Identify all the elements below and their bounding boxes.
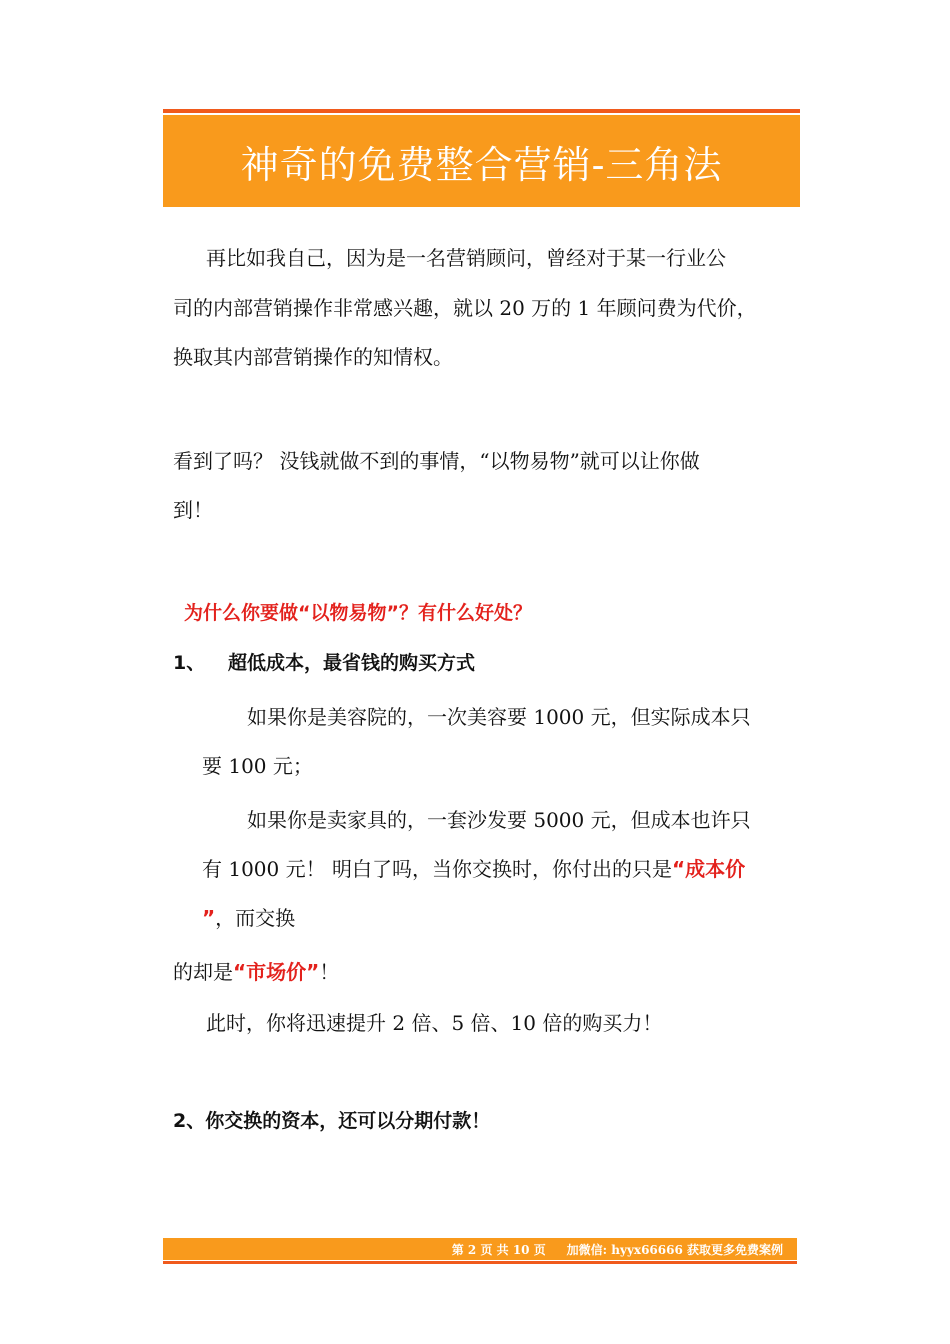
cost-price-highlight: “成本价 bbox=[671, 857, 746, 881]
footer-page-num: 2 bbox=[467, 1242, 477, 1257]
header-top-line bbox=[163, 109, 800, 113]
footer-bar bbox=[163, 1238, 797, 1260]
item1-line1: 如果你是美容院的，一次美容要 1000 元，但实际成本只 bbox=[247, 705, 751, 729]
item1-line6 bbox=[173, 960, 339, 984]
footer-promo: 加微信: hyyx66666 获取更多免费案例 bbox=[566, 1242, 783, 1257]
para1-line1: 再比如我自己，因为是一名营销顾问，曾经对于某一行业公 bbox=[206, 246, 726, 270]
title-banner bbox=[163, 115, 800, 207]
item1-line6-end: ！ bbox=[319, 960, 340, 984]
para2-line2: 到！ bbox=[173, 498, 213, 522]
item2-title: 2、你交换的资本，还可以分期付款！ bbox=[173, 1110, 491, 1132]
footer-page-prefix: 第 bbox=[451, 1242, 464, 1257]
item1-line4-text: 有 1000 元！ 明白了吗，当你交换时，你付出的只是 bbox=[202, 857, 672, 881]
footer-page-total: 10 bbox=[512, 1242, 530, 1257]
footer-page-suffix: 页 bbox=[533, 1242, 546, 1257]
footer-bottom-line bbox=[163, 1261, 797, 1264]
item1-title: 超低成本，最省钱的购买方式 bbox=[228, 652, 476, 674]
item1-line6-text: 的却是 bbox=[173, 960, 233, 984]
page-title: 神奇的免费整合营销-三角法 bbox=[240, 142, 723, 187]
footer-text bbox=[452, 1241, 783, 1258]
item1-line5 bbox=[202, 906, 295, 930]
item1-line2: 要 100 元； bbox=[202, 754, 313, 778]
item1-line4 bbox=[202, 857, 745, 881]
item1-line5-text: ，而交换 bbox=[215, 906, 296, 930]
item1-line3: 如果你是卖家具的，一套沙发要 5000 元，但成本也许只 bbox=[247, 808, 751, 832]
cost-price-quote-close: ” bbox=[202, 906, 216, 930]
footer-page-mid: 页 共 bbox=[480, 1242, 509, 1257]
para1-line3: 换取其内部营销操作的知情权。 bbox=[173, 345, 453, 369]
item1-number: 1、 bbox=[173, 652, 206, 674]
market-price-highlight: “市场价” bbox=[233, 960, 320, 984]
section-question: 为什么你要做“以物易物”？有什么好处？ bbox=[184, 602, 532, 624]
para2-line1: 看到了吗？ 没钱就做不到的事情，“以物易物”就可以让你做 bbox=[173, 449, 700, 473]
item1-line7: 此时，你将迅速提升 2 倍、5 倍、10 倍的购买力！ bbox=[206, 1011, 663, 1035]
para1-line2: 司的内部营销操作非常感兴趣，就以 20 万的 1 年顾问费为代价， bbox=[173, 296, 757, 320]
